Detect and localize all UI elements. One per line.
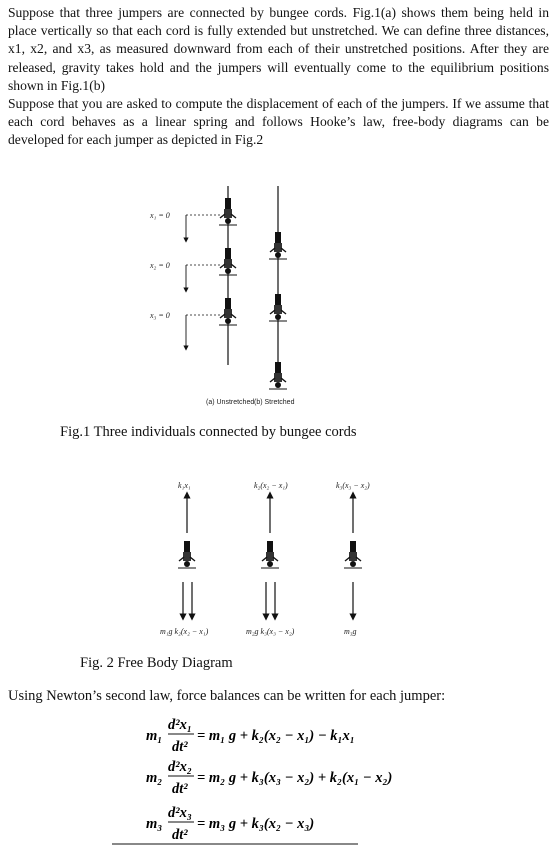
eq1-denominator: dt²	[172, 739, 188, 755]
figure-2-caption: Fig. 2 Free Body Diagram	[80, 655, 233, 671]
intro-paragraph-2: Suppose that you are asked to compute the displacement of each of the jumpers. If we assume that each cord behaves as a linear spring and follows Hooke’s law, free-body diagrams can be developed for each jumper as depicted in Fig.2	[8, 96, 549, 148]
figure-2	[160, 481, 370, 636]
fig1-label-a: (a) Unstretched	[206, 399, 255, 406]
intro-paragraph-1: Suppose that three jumpers are connected by bungee cords. Fig.1(a) shows them being held in place vertically so that each cord is fully extended but unstretched. We can define three distances, x1, x2, and x3, as measured downward from each of their unstretched positions. After they are released, gravity takes hold and the jumpers will eventually come to the equilibrium positions shown in Fig.1(b)	[8, 5, 549, 93]
eq3-rhs: = m₃ g + k₃(x₂ − x₃)	[197, 816, 315, 832]
eq3-denominator: dt²	[172, 827, 188, 843]
eq3-mass: m₃	[146, 816, 163, 832]
eq1-numerator: d²x₁	[168, 717, 192, 733]
force-bottom-1: m₁g k₂(x₂ − x₁)	[160, 627, 209, 636]
force-top-3: k₃(x₃ − x₂)	[336, 481, 370, 490]
figure-1	[149, 186, 295, 406]
eq1-mass: m₁	[146, 728, 163, 744]
eq3-numerator: d²x₃	[168, 805, 192, 821]
eq1-rhs: = m₁ g + k₂(x₂ − x₁) − k₁x₁	[197, 728, 355, 744]
force-top-1: k₁x₁	[178, 481, 191, 490]
x1-zero-label: x₁ = 0	[150, 211, 170, 220]
force-bottom-2: m₂g k₃(x₃ − x₂)	[246, 627, 295, 636]
eq2-numerator: d²x₂	[168, 759, 192, 775]
newton-intro-text: Using Newton’s second law, force balances can be written for each jumper:	[8, 688, 446, 704]
figure-1-caption: Fig.1 Three individuals connected by bungee cords	[60, 424, 357, 440]
equations	[112, 717, 392, 844]
x3-zero-label: x₃ = 0	[150, 311, 170, 320]
force-top-2: k₂(x₂ − x₁)	[254, 481, 288, 490]
eq2-rhs: = m₂ g + k₃(x₃ − x₂) + k₂(x₁ − x₂)	[197, 770, 393, 786]
fig1-label-b: (b) Stretched	[254, 399, 295, 406]
force-bottom-3: m₃g	[344, 627, 357, 636]
x2-zero-label: x₂ = 0	[150, 261, 170, 270]
eq2-denominator: dt²	[172, 781, 188, 797]
eq2-mass: m₂	[146, 770, 163, 786]
